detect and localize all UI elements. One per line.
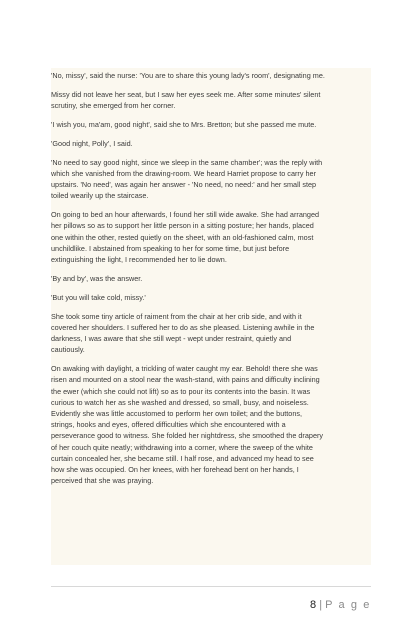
page-footer (310, 598, 371, 612)
paragraph: 'No, missy', said the nurse: 'You are to share this young lady's room', designating me. (51, 71, 325, 80)
text-column (51, 68, 371, 565)
paragraph: On going to bed an hour afterwards, I found her still wide awake. She had arranged her pillows so as to support her little person in a sitting posture; her hands, placed one within the other, rested quietly on the sheet, with an old-fashioned calm, most unchildlike. I abstained from speaking to her for some time, but just before extinguishing the light, I recommended her to lie down. (51, 210, 320, 265)
paragraph: Missy did not leave her seat, but I saw her eyes seek me. After some minutes' silent scrutiny, she emerged from her corner. (51, 89, 321, 111)
paragraph: 'By and by', was the answer. (51, 273, 143, 283)
page-number: 8 (310, 599, 317, 611)
paragraph: On awaking with daylight, a trickling of water caught my ear. Behold! there she was risen and mounted on a stool near the wash-stand, with pains and difficulty inclining the ewer (which she could not lift) so as to pour its contents into the basin. It was curious to watch her as she washed and dressed, so small, busy, and noiseless. Evidently she was little accustomed to perform her own toilet; and the buttons, strings, hooks and eyes, offered difficulties which she encountered with a perseverance good to witness. She folded her nightdress, she smoothed the drapery of her couch quite neatly; withdrawing into a corner, where the sweep of the white curtain concealed her, she became still. I half rose, and advanced my head to see how she was occupied. On her knees, with her forehead bent on her hands, I perceived that she was praying. (51, 364, 324, 486)
paragraph: 'Good night, Polly', I said. (51, 138, 133, 148)
footer-separator: | (319, 599, 323, 611)
page-label: P a g e (325, 599, 371, 611)
footer-divider (51, 586, 371, 587)
paragraph: 'No need to say good night, since we sleep in the same chamber'; was the reply with which she vanished from the drawing-room. We heard Harriet propose to carry her upstairs. 'No need', was again her answer - 'No need, no need:' and her small step toiled wearily up the staircase. (51, 157, 323, 201)
paragraph: 'But you will take cold, missy.' (51, 292, 146, 302)
paragraph: 'I wish you, ma'am, good night', said she to Mrs. Bretton; but she passed me mute. (51, 119, 317, 129)
paragraph: She took some tiny article of raiment from the chair at her crib side, and with it covered her shoulders. I suffered her to do as she pleased. Listening awhile in the darkness, I was aware that she still wept - wept under restraint, quietly and cautiously. (51, 311, 315, 355)
